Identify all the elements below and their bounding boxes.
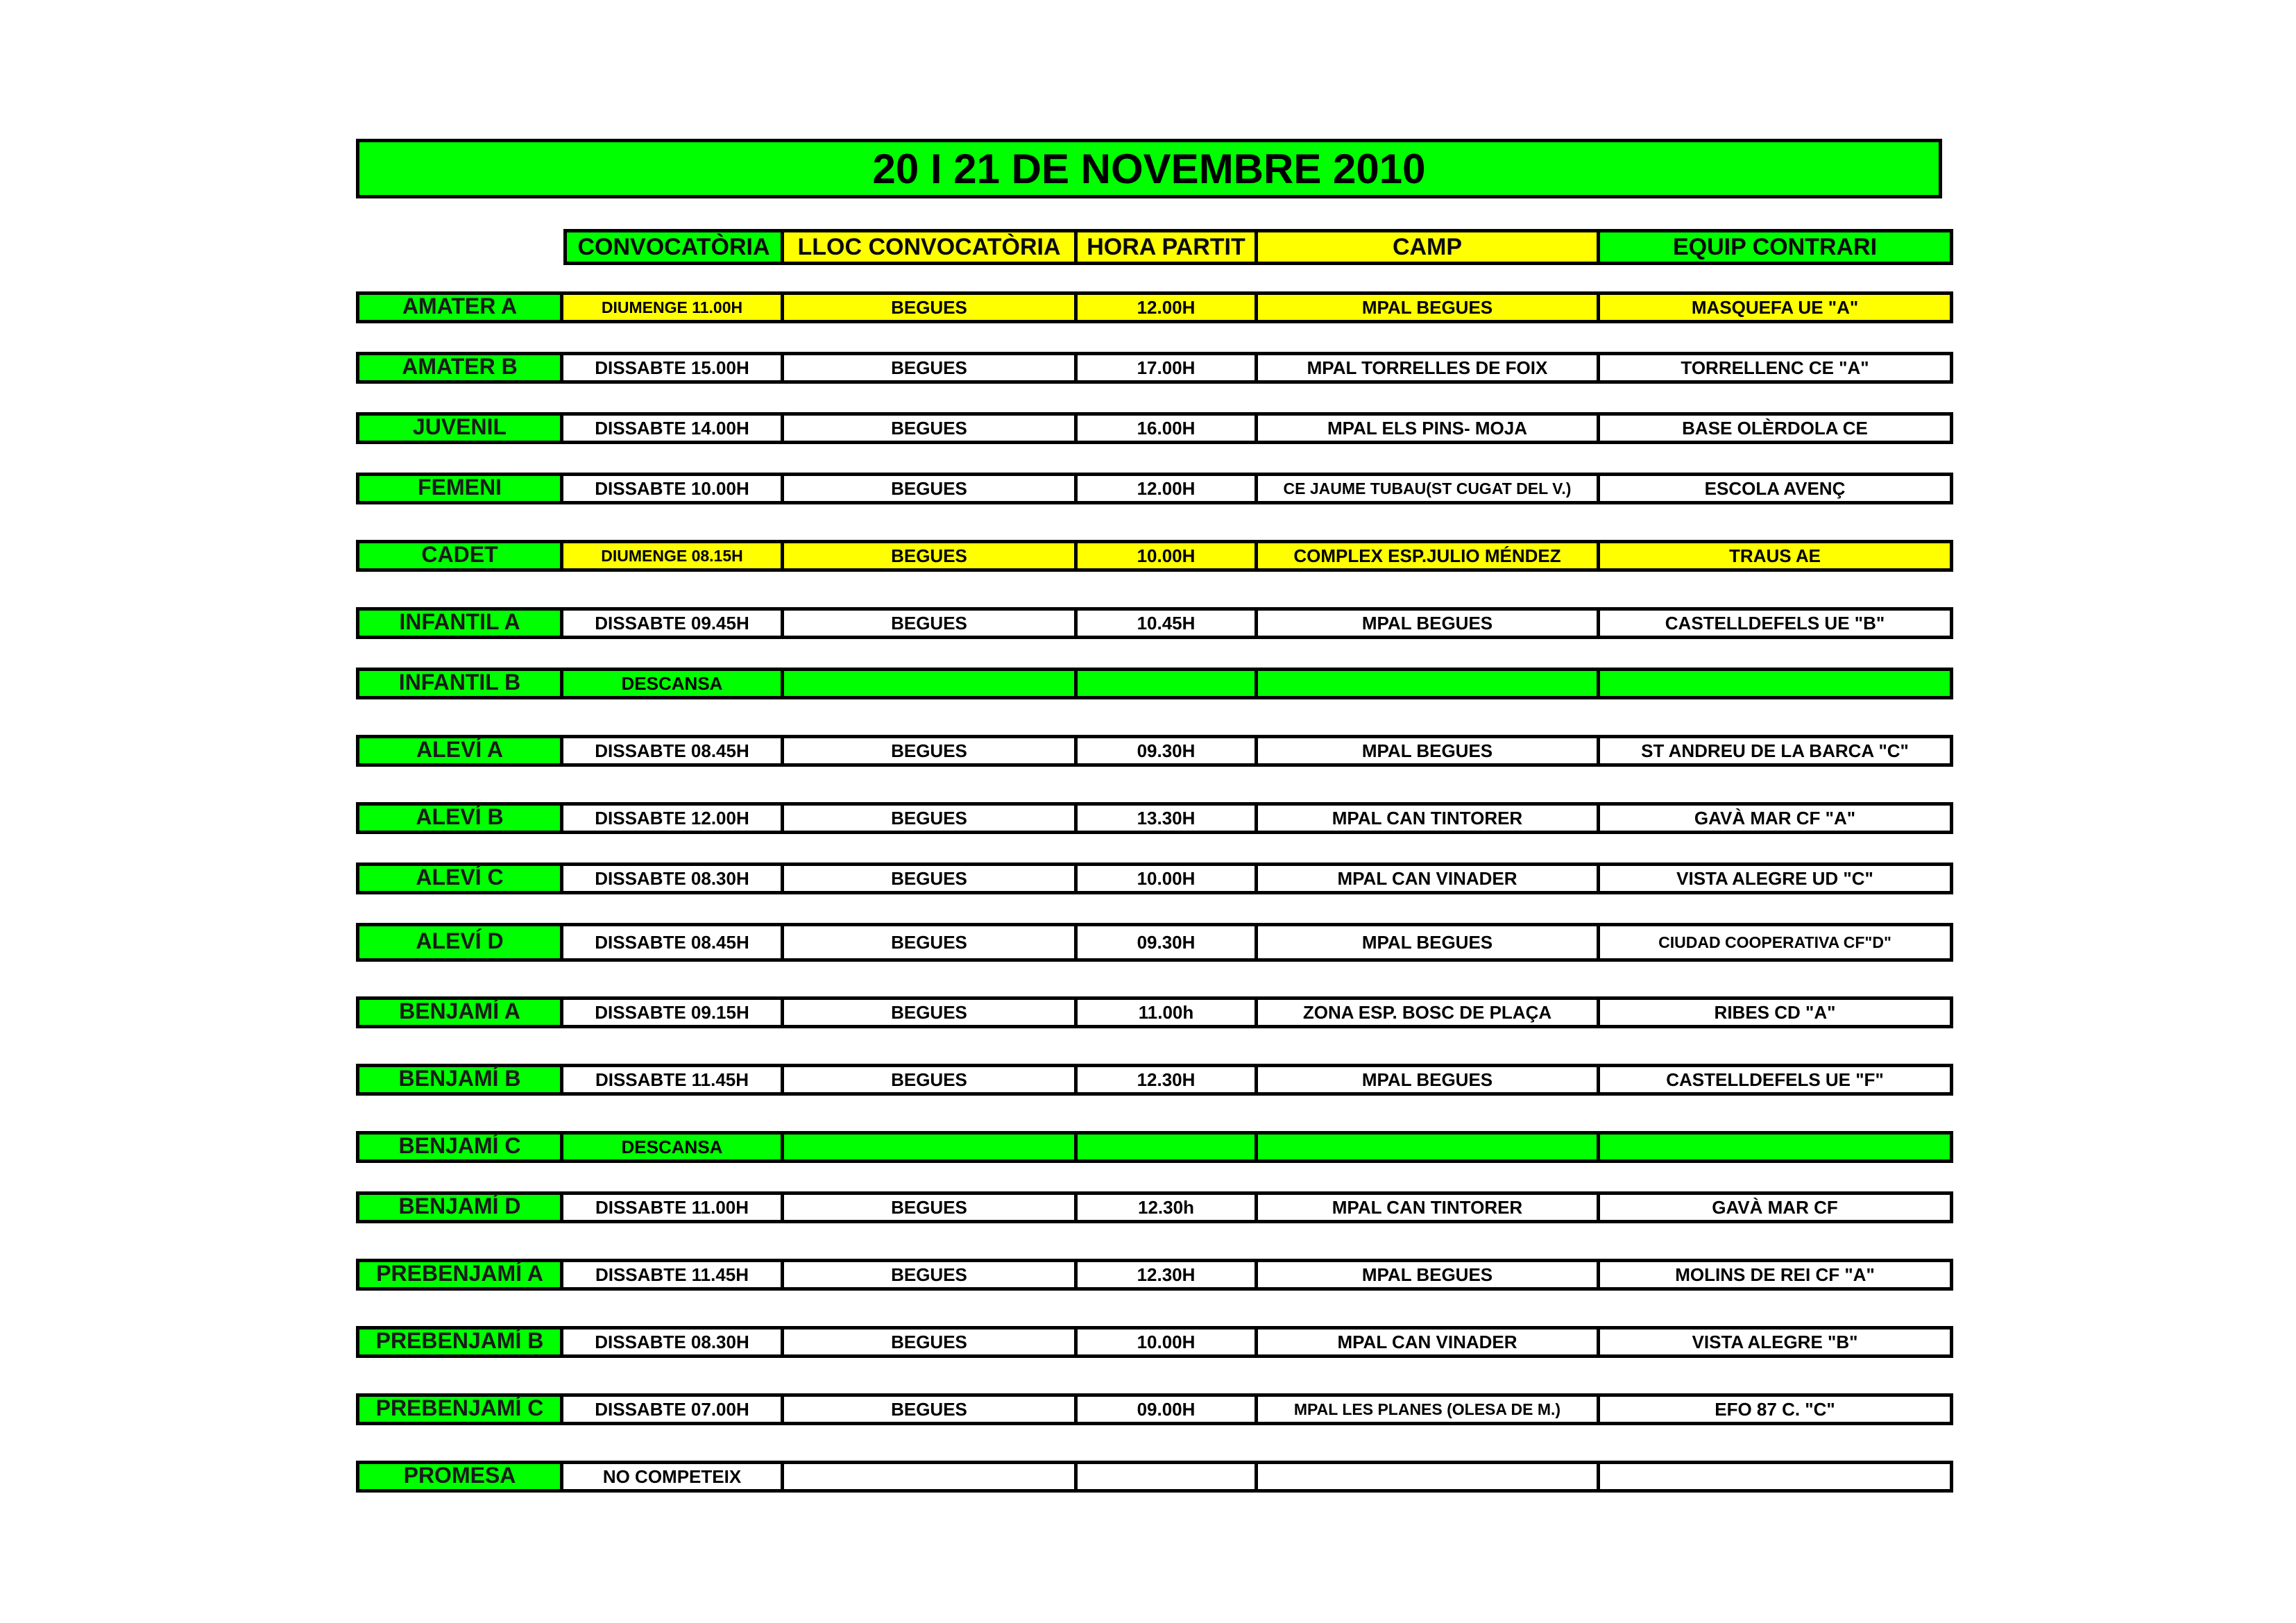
equip-cell: TRAUS AE (1600, 540, 1953, 572)
table-row (356, 1064, 1953, 1096)
lloc-cell: BEGUES (784, 291, 1078, 323)
table-row (356, 473, 1953, 504)
equip-cell: MOLINS DE REI CF "A" (1600, 1259, 1953, 1291)
convocatoria-cell: DISSABTE 15.00H (563, 352, 784, 384)
convocatoria-cell: DISSABTE 07.00H (563, 1393, 784, 1425)
hora-cell: 10.00H (1078, 540, 1258, 572)
lloc-cell: BEGUES (784, 802, 1078, 834)
lloc-cell: BEGUES (784, 1326, 1078, 1358)
hora-cell: 12.30h (1078, 1191, 1258, 1223)
equip-cell (1600, 668, 1953, 699)
page-title: 20 I 21 DE NOVEMBRE 2010 (356, 139, 1942, 198)
table-row (356, 1259, 1953, 1291)
convocatoria-cell: DISSABTE 11.45H (563, 1259, 784, 1291)
team-cell: ALEVÍ D (356, 923, 563, 962)
convocatoria-cell: DISSABTE 08.45H (563, 735, 784, 767)
camp-cell: MPAL BEGUES (1258, 1064, 1600, 1096)
camp-cell: CE JAUME TUBAU(ST CUGAT DEL V.) (1258, 473, 1600, 504)
team-cell: BENJAMÍ D (356, 1191, 563, 1223)
convocatoria-cell: DIUMENGE 11.00H (563, 291, 784, 323)
camp-cell: MPAL CAN VINADER (1258, 1326, 1600, 1358)
hora-cell: 12.30H (1078, 1259, 1258, 1291)
team-cell: AMATER A (356, 291, 563, 323)
hora-cell: 09.30H (1078, 735, 1258, 767)
equip-cell: ST ANDREU DE LA BARCA "C" (1600, 735, 1953, 767)
lloc-cell: BEGUES (784, 607, 1078, 639)
team-cell: ALEVÍ B (356, 802, 563, 834)
lloc-cell: BEGUES (784, 863, 1078, 894)
team-cell: JUVENIL (356, 412, 563, 444)
table-row (356, 607, 1953, 639)
table-row (356, 352, 1953, 384)
camp-cell: MPAL LES PLANES (OLESA DE M.) (1258, 1393, 1600, 1425)
lloc-cell: BEGUES (784, 1064, 1078, 1096)
team-cell: ALEVÍ C (356, 863, 563, 894)
team-cell: BENJAMÍ B (356, 1064, 563, 1096)
lloc-cell: BEGUES (784, 1259, 1078, 1291)
equip-cell: CIUDAD COOPERATIVA CF"D" (1600, 923, 1953, 962)
header-lloc-convocatoria: LLOC CONVOCATÒRIA (784, 229, 1078, 265)
table-row (356, 668, 1953, 699)
convocatoria-cell: DISSABTE 08.45H (563, 923, 784, 962)
team-cell: FEMENI (356, 473, 563, 504)
convocatoria-cell: DISSABTE 14.00H (563, 412, 784, 444)
convocatoria-cell: DISSABTE 10.00H (563, 473, 784, 504)
hora-cell: 11.00h (1078, 996, 1258, 1028)
team-cell: INFANTIL A (356, 607, 563, 639)
camp-cell: MPAL ELS PINS- MOJA (1258, 412, 1600, 444)
equip-cell: CASTELLDEFELS UE "F" (1600, 1064, 1953, 1096)
camp-cell: COMPLEX ESP.JULIO MÉNDEZ (1258, 540, 1600, 572)
table-row (356, 1131, 1953, 1163)
team-cell: INFANTIL B (356, 668, 563, 699)
equip-cell: BASE OLÈRDOLA CE (1600, 412, 1953, 444)
table-row (356, 1393, 1953, 1425)
equip-cell: VISTA ALEGRE "B" (1600, 1326, 1953, 1358)
lloc-cell (784, 1461, 1078, 1493)
convocatoria-cell: DESCANSA (563, 1131, 784, 1163)
lloc-cell: BEGUES (784, 540, 1078, 572)
convocatoria-cell: DISSABTE 08.30H (563, 1326, 784, 1358)
camp-cell: MPAL TORRELLES DE FOIX (1258, 352, 1600, 384)
team-cell: BENJAMÍ C (356, 1131, 563, 1163)
camp-cell: MPAL BEGUES (1258, 923, 1600, 962)
camp-cell (1258, 668, 1600, 699)
hora-cell: 09.30H (1078, 923, 1258, 962)
convocatoria-cell: DESCANSA (563, 668, 784, 699)
equip-cell: CASTELLDEFELS UE "B" (1600, 607, 1953, 639)
lloc-cell: BEGUES (784, 996, 1078, 1028)
table-row (356, 923, 1953, 962)
convocatoria-cell: DISSABTE 11.45H (563, 1064, 784, 1096)
team-cell: PREBENJAMÍ A (356, 1259, 563, 1291)
equip-cell: TORRELLENC CE "A" (1600, 352, 1953, 384)
camp-cell: MPAL CAN TINTORER (1258, 802, 1600, 834)
header-convocatoria: CONVOCATÒRIA (563, 229, 784, 265)
hora-cell: 12.30H (1078, 1064, 1258, 1096)
table-row (356, 540, 1953, 572)
lloc-cell: BEGUES (784, 473, 1078, 504)
lloc-cell (784, 1131, 1078, 1163)
convocatoria-cell: DISSABTE 09.45H (563, 607, 784, 639)
equip-cell: ESCOLA AVENÇ (1600, 473, 1953, 504)
lloc-cell (784, 668, 1078, 699)
table-row (356, 1191, 1953, 1223)
hora-cell (1078, 668, 1258, 699)
convocatoria-cell: NO COMPETEIX (563, 1461, 784, 1493)
table-row (356, 1461, 1953, 1493)
hora-cell: 17.00H (1078, 352, 1258, 384)
convocatoria-cell: DIUMENGE 08.15H (563, 540, 784, 572)
lloc-cell: BEGUES (784, 735, 1078, 767)
header-hora-partit: HORA PARTIT (1078, 229, 1258, 265)
header-camp: CAMP (1258, 229, 1600, 265)
table-row (356, 735, 1953, 767)
team-cell: BENJAMÍ A (356, 996, 563, 1028)
camp-cell (1258, 1461, 1600, 1493)
lloc-cell: BEGUES (784, 412, 1078, 444)
team-cell: AMATER B (356, 352, 563, 384)
hora-cell: 12.00H (1078, 291, 1258, 323)
hora-cell: 12.00H (1078, 473, 1258, 504)
hora-cell: 13.30H (1078, 802, 1258, 834)
header-equip-contrari: EQUIP CONTRARI (1600, 229, 1953, 265)
hora-cell: 10.00H (1078, 863, 1258, 894)
hora-cell (1078, 1131, 1258, 1163)
camp-cell: MPAL CAN VINADER (1258, 863, 1600, 894)
hora-cell: 10.45H (1078, 607, 1258, 639)
table-row (356, 1326, 1953, 1358)
equip-cell: MASQUEFA UE "A" (1600, 291, 1953, 323)
equip-cell (1600, 1131, 1953, 1163)
table-row (356, 412, 1953, 444)
equip-cell: GAVÀ MAR CF (1600, 1191, 1953, 1223)
table-row (356, 291, 1953, 323)
hora-cell: 10.00H (1078, 1326, 1258, 1358)
camp-cell (1258, 1131, 1600, 1163)
lloc-cell: BEGUES (784, 1393, 1078, 1425)
camp-cell: MPAL CAN TINTORER (1258, 1191, 1600, 1223)
hora-cell (1078, 1461, 1258, 1493)
equip-cell: GAVÀ MAR CF "A" (1600, 802, 1953, 834)
lloc-cell: BEGUES (784, 923, 1078, 962)
camp-cell: MPAL BEGUES (1258, 607, 1600, 639)
table-row (356, 863, 1953, 894)
team-cell: PROMESA (356, 1461, 563, 1493)
hora-cell: 09.00H (1078, 1393, 1258, 1425)
equip-cell (1600, 1461, 1953, 1493)
column-headers (563, 229, 1953, 265)
camp-cell: ZONA ESP. BOSC DE PLAÇA (1258, 996, 1600, 1028)
convocatoria-cell: DISSABTE 09.15H (563, 996, 784, 1028)
team-cell: PREBENJAMÍ C (356, 1393, 563, 1425)
equip-cell: EFO 87 C. "C" (1600, 1393, 1953, 1425)
team-cell: CADET (356, 540, 563, 572)
lloc-cell: BEGUES (784, 1191, 1078, 1223)
table-row (356, 996, 1953, 1028)
hora-cell: 16.00H (1078, 412, 1258, 444)
equip-cell: VISTA ALEGRE UD "C" (1600, 863, 1953, 894)
table-row (356, 802, 1953, 834)
convocatoria-cell: DISSABTE 12.00H (563, 802, 784, 834)
lloc-cell: BEGUES (784, 352, 1078, 384)
camp-cell: MPAL BEGUES (1258, 1259, 1600, 1291)
camp-cell: MPAL BEGUES (1258, 735, 1600, 767)
team-cell: PREBENJAMÍ B (356, 1326, 563, 1358)
convocatoria-cell: DISSABTE 08.30H (563, 863, 784, 894)
team-cell: ALEVÍ A (356, 735, 563, 767)
convocatoria-cell: DISSABTE 11.00H (563, 1191, 784, 1223)
equip-cell: RIBES CD "A" (1600, 996, 1953, 1028)
camp-cell: MPAL BEGUES (1258, 291, 1600, 323)
